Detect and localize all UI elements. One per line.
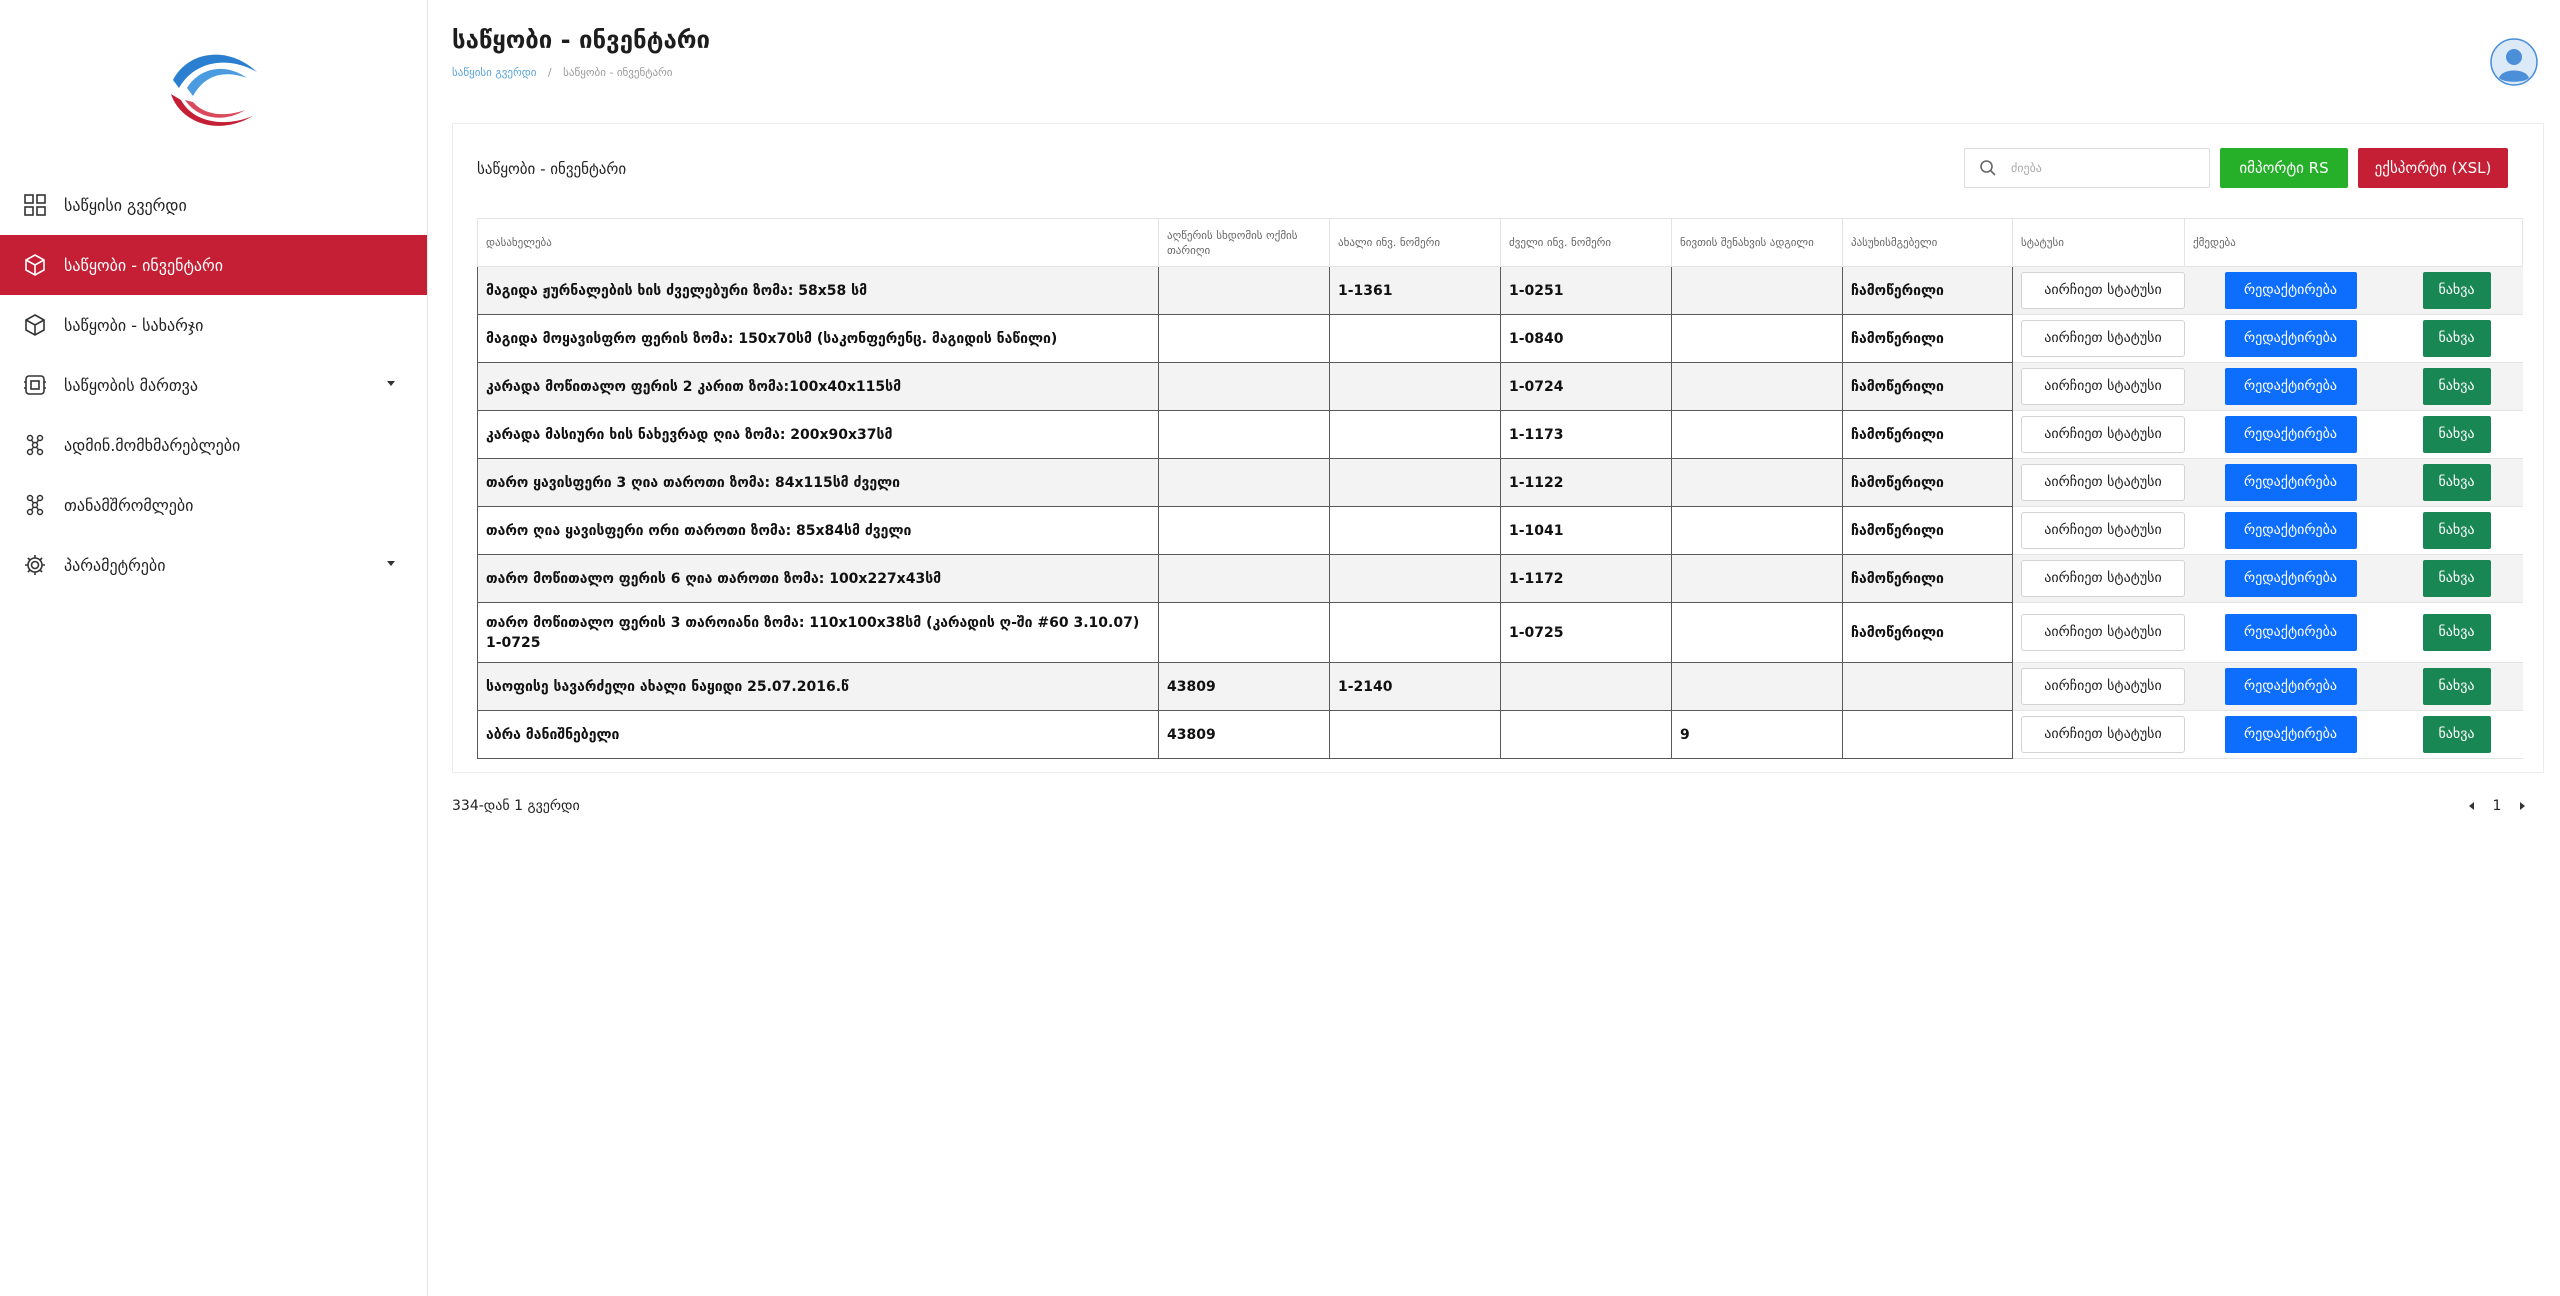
view-button[interactable]: ნახვა bbox=[2423, 716, 2491, 753]
view-button[interactable]: ნახვა bbox=[2423, 560, 2491, 597]
cell-old-inv bbox=[1501, 711, 1672, 759]
inventory-table bbox=[477, 218, 2523, 759]
cell-old-inv: 1-1173 bbox=[1501, 411, 1672, 459]
select-status-button[interactable]: აირჩიეთ სტატუსი bbox=[2021, 464, 2185, 501]
network-icon bbox=[22, 432, 48, 458]
cell-status bbox=[2013, 507, 2185, 555]
grid-icon bbox=[22, 192, 48, 218]
cell-name: მაგიდა მოყავისფრო ფერის ზომა: 150x70სმ (საკონფერენც. მაგიდის ნაწილი) bbox=[478, 315, 1159, 363]
cell-new-inv bbox=[1330, 459, 1501, 507]
sidebar-item-consumables[interactable] bbox=[0, 295, 427, 355]
table-row bbox=[478, 363, 2523, 411]
card-title: საწყობი - ინვენტარი bbox=[477, 160, 627, 178]
cell-new-inv: 1-2140 bbox=[1330, 663, 1501, 711]
cell-protocol-date bbox=[1159, 555, 1330, 603]
chevron-down-icon bbox=[387, 381, 395, 386]
cell-responsible bbox=[1843, 663, 2013, 711]
cell-actions bbox=[2185, 315, 2523, 363]
table-row bbox=[478, 507, 2523, 555]
sidebar-item-label: პარამეტრები bbox=[64, 555, 166, 575]
box-icon bbox=[22, 312, 48, 338]
cell-old-inv: 1-0725 bbox=[1501, 603, 1672, 663]
table-row bbox=[478, 555, 2523, 603]
view-button[interactable]: ნახვა bbox=[2423, 614, 2491, 651]
select-status-button[interactable]: აირჩიეთ სტატუსი bbox=[2021, 668, 2185, 705]
table-row bbox=[478, 315, 2523, 363]
cell-name: კარადა მასიური ხის ნახევრად ღია ზომა: 200x90x37სმ bbox=[478, 411, 1159, 459]
cell-responsible: ჩამოწერილი bbox=[1843, 411, 2013, 459]
select-status-button[interactable]: აირჩიეთ სტატუსი bbox=[2021, 272, 2185, 309]
view-button[interactable]: ნახვა bbox=[2423, 464, 2491, 501]
cell-new-inv bbox=[1330, 363, 1501, 411]
sidebar-item-settings[interactable] bbox=[0, 535, 427, 595]
edit-button[interactable]: რედაქტირება bbox=[2225, 368, 2357, 405]
cell-old-inv: 1-0251 bbox=[1501, 267, 1672, 315]
table-row bbox=[478, 663, 2523, 711]
import-rs-button[interactable]: იმპორტი RS bbox=[2220, 148, 2348, 188]
sidebar-nav bbox=[0, 175, 427, 595]
breadcrumb-home-link[interactable]: საწყისი გვერდი bbox=[452, 66, 537, 79]
cell-actions bbox=[2185, 663, 2523, 711]
cell-responsible: ჩამოწერილი bbox=[1843, 459, 2013, 507]
sidebar-item-label: საწყისი გვერდი bbox=[64, 195, 187, 215]
cell-location bbox=[1672, 411, 1843, 459]
cell-protocol-date: 43809 bbox=[1159, 663, 1330, 711]
cell-location bbox=[1672, 555, 1843, 603]
cell-status bbox=[2013, 411, 2185, 459]
cell-new-inv bbox=[1330, 603, 1501, 663]
table-row bbox=[478, 267, 2523, 315]
cell-actions bbox=[2185, 555, 2523, 603]
cell-responsible bbox=[1843, 711, 2013, 759]
cell-location bbox=[1672, 315, 1843, 363]
pagination bbox=[2462, 796, 2532, 816]
cell-protocol-date bbox=[1159, 267, 1330, 315]
cell-old-inv: 1-0840 bbox=[1501, 315, 1672, 363]
cell-old-inv: 1-1122 bbox=[1501, 459, 1672, 507]
table-row bbox=[478, 603, 2523, 663]
breadcrumb-separator: / bbox=[547, 66, 552, 79]
sidebar-item-admin-users[interactable] bbox=[0, 415, 427, 475]
user-avatar[interactable] bbox=[2490, 38, 2538, 86]
select-status-button[interactable]: აირჩიეთ სტატუსი bbox=[2021, 416, 2185, 453]
cell-name: თარო ღია ყავისფერი ორი თაროთი ზომა: 85x84სმ ძველი bbox=[478, 507, 1159, 555]
cell-location: 9 bbox=[1672, 711, 1843, 759]
cell-status bbox=[2013, 315, 2185, 363]
select-status-button[interactable]: აირჩიეთ სტატუსი bbox=[2021, 320, 2185, 357]
cell-location bbox=[1672, 459, 1843, 507]
chevron-down-icon bbox=[387, 561, 395, 566]
view-button[interactable]: ნახვა bbox=[2423, 512, 2491, 549]
edit-button[interactable]: რედაქტირება bbox=[2225, 320, 2357, 357]
sidebar-item-home[interactable] bbox=[0, 175, 427, 235]
table-row bbox=[478, 711, 2523, 759]
sidebar-item-inventory[interactable] bbox=[0, 235, 427, 295]
cell-old-inv: 1-0724 bbox=[1501, 363, 1672, 411]
cell-name: აბრა მანიშნებელი bbox=[478, 711, 1159, 759]
cell-location bbox=[1672, 663, 1843, 711]
select-status-button[interactable]: აირჩიეთ სტატუსი bbox=[2021, 560, 2185, 597]
sidebar-item-label: საწყობი - ინვენტარი bbox=[64, 255, 224, 275]
company-logo[interactable] bbox=[165, 42, 265, 138]
cell-actions bbox=[2185, 411, 2523, 459]
column-header-protocol-date[interactable]: აღწერის სხდომის ოქმის თარიღი bbox=[1159, 219, 1330, 267]
column-header-old-inv[interactable]: ძველი ინვ. ნომერი bbox=[1501, 219, 1672, 267]
cell-location bbox=[1672, 507, 1843, 555]
view-button[interactable]: ნახვა bbox=[2423, 272, 2491, 309]
column-header-name[interactable]: დასახელება bbox=[478, 219, 1159, 267]
sidebar-item-label: საწყობი - სახარჯი bbox=[64, 315, 204, 335]
cell-status bbox=[2013, 663, 2185, 711]
cell-new-inv bbox=[1330, 555, 1501, 603]
cell-old-inv: 1-1172 bbox=[1501, 555, 1672, 603]
sidebar-item-warehouse-management[interactable] bbox=[0, 355, 427, 415]
view-button[interactable]: ნახვა bbox=[2423, 368, 2491, 405]
breadcrumb bbox=[452, 66, 673, 79]
cell-protocol-date bbox=[1159, 459, 1330, 507]
cell-location bbox=[1672, 267, 1843, 315]
cell-protocol-date bbox=[1159, 363, 1330, 411]
select-status-button[interactable]: აირჩიეთ სტატუსი bbox=[2021, 512, 2185, 549]
export-xsl-button[interactable]: ექსპორტი (XSL) bbox=[2358, 148, 2508, 188]
cell-protocol-date bbox=[1159, 315, 1330, 363]
prev-page-icon[interactable] bbox=[2462, 796, 2482, 816]
cell-responsible: ჩამოწერილი bbox=[1843, 555, 2013, 603]
cell-status bbox=[2013, 363, 2185, 411]
cell-name: თარო ყავისფერი 3 ღია თაროთი ზომა: 84x115სმ ძველი bbox=[478, 459, 1159, 507]
cell-status bbox=[2013, 603, 2185, 663]
edit-button[interactable]: რედაქტირება bbox=[2225, 560, 2357, 597]
table-header-row bbox=[478, 219, 2523, 267]
next-page-icon[interactable] bbox=[2512, 796, 2532, 816]
edit-button[interactable]: რედაქტირება bbox=[2225, 668, 2357, 705]
view-button[interactable]: ნახვა bbox=[2423, 320, 2491, 357]
cell-protocol-date bbox=[1159, 411, 1330, 459]
cell-responsible: ჩამოწერილი bbox=[1843, 507, 2013, 555]
chip-icon bbox=[22, 372, 48, 398]
box-icon bbox=[22, 252, 48, 278]
column-header-responsible[interactable]: პასუხისმგებელი bbox=[1843, 219, 2013, 267]
gear-icon bbox=[22, 552, 48, 578]
breadcrumb-current: საწყობი - ინვენტარი bbox=[563, 66, 673, 79]
cell-responsible: ჩამოწერილი bbox=[1843, 315, 2013, 363]
cell-name: თარო მოწითალო ფერის 6 ღია თაროთი ზომა: 100x227x43სმ bbox=[478, 555, 1159, 603]
table-row bbox=[478, 411, 2523, 459]
column-header-action: ქმედება bbox=[2185, 219, 2523, 267]
column-header-location[interactable]: ნივთის შენახვის ადგილი bbox=[1672, 219, 1843, 267]
search-icon bbox=[1979, 159, 1997, 177]
cell-name: საოფისე სავარძელი ახალი ნაყიდი 25.07.2016.წ bbox=[478, 663, 1159, 711]
page-title: საწყობი - ინვენტარი bbox=[452, 26, 711, 54]
cell-new-inv bbox=[1330, 711, 1501, 759]
cell-new-inv bbox=[1330, 315, 1501, 363]
view-button[interactable]: ნახვა bbox=[2423, 416, 2491, 453]
cell-responsible: ჩამოწერილი bbox=[1843, 603, 2013, 663]
search-box[interactable] bbox=[1964, 148, 2210, 188]
table-row bbox=[478, 459, 2523, 507]
cell-new-inv bbox=[1330, 411, 1501, 459]
table-body bbox=[478, 267, 2523, 759]
edit-button[interactable]: რედაქტირება bbox=[2225, 512, 2357, 549]
select-status-button[interactable]: აირჩიეთ სტატუსი bbox=[2021, 716, 2185, 753]
edit-button[interactable]: რედაქტირება bbox=[2225, 416, 2357, 453]
cell-name: კარადა მოწითალო ფერის 2 კარით ზომა:100x40x115სმ bbox=[478, 363, 1159, 411]
cell-actions bbox=[2185, 267, 2523, 315]
column-header-status[interactable]: სტატუსი bbox=[2013, 219, 2185, 267]
sidebar-item-label: საწყობის მართვა bbox=[64, 375, 198, 395]
sidebar bbox=[0, 0, 428, 1296]
page-count-text: 334-დან 1 გვერდი bbox=[452, 798, 580, 814]
view-button[interactable]: ნახვა bbox=[2423, 668, 2491, 705]
cell-protocol-date bbox=[1159, 507, 1330, 555]
cell-old-inv: 1-1041 bbox=[1501, 507, 1672, 555]
cell-name: მაგიდა ჟურნალების ხის ძველებური ზომა: 58x58 სმ bbox=[478, 267, 1159, 315]
current-page-number[interactable]: 1 bbox=[2492, 798, 2502, 814]
cell-status bbox=[2013, 711, 2185, 759]
edit-button[interactable]: რედაქტირება bbox=[2225, 464, 2357, 501]
sidebar-item-label: ადმინ.მომხმარებლები bbox=[64, 435, 241, 455]
cell-actions bbox=[2185, 459, 2523, 507]
cell-new-inv: 1-1361 bbox=[1330, 267, 1501, 315]
cell-actions bbox=[2185, 507, 2523, 555]
select-status-button[interactable]: აირჩიეთ სტატუსი bbox=[2021, 368, 2185, 405]
column-header-new-inv[interactable]: ახალი ინვ. ნომერი bbox=[1330, 219, 1501, 267]
cell-actions bbox=[2185, 711, 2523, 759]
edit-button[interactable]: რედაქტირება bbox=[2225, 716, 2357, 753]
cell-actions bbox=[2185, 363, 2523, 411]
edit-button[interactable]: რედაქტირება bbox=[2225, 272, 2357, 309]
edit-button[interactable]: რედაქტირება bbox=[2225, 614, 2357, 651]
cell-status bbox=[2013, 555, 2185, 603]
cell-new-inv bbox=[1330, 507, 1501, 555]
network-icon bbox=[22, 492, 48, 518]
cell-responsible: ჩამოწერილი bbox=[1843, 363, 2013, 411]
cell-protocol-date bbox=[1159, 603, 1330, 663]
cell-location bbox=[1672, 363, 1843, 411]
cell-protocol-date: 43809 bbox=[1159, 711, 1330, 759]
cell-name: თარო მოწითალო ფერის 3 თაროიანი ზომა: 110x100x38სმ (კარადის ღ-ში #60 3.10.07) 1-0725 bbox=[478, 603, 1159, 663]
cell-actions bbox=[2185, 603, 2523, 663]
cell-status bbox=[2013, 267, 2185, 315]
cell-old-inv bbox=[1501, 663, 1672, 711]
search-input[interactable] bbox=[2009, 160, 2203, 176]
sidebar-item-employees[interactable] bbox=[0, 475, 427, 535]
cell-status bbox=[2013, 459, 2185, 507]
cell-responsible: ჩამოწერილი bbox=[1843, 267, 2013, 315]
cell-location bbox=[1672, 603, 1843, 663]
select-status-button[interactable]: აირჩიეთ სტატუსი bbox=[2021, 614, 2185, 651]
sidebar-item-label: თანამშრომლები bbox=[64, 495, 194, 515]
